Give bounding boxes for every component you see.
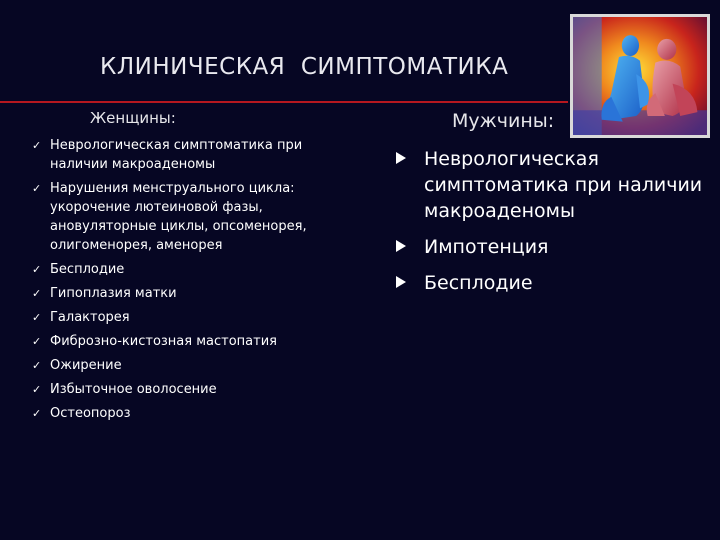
- checkmark-icon: ✓: [32, 182, 42, 195]
- checkmark-icon: ✓: [32, 407, 42, 420]
- list-item: Неврологическая симптоматика при наличии макроаденомы: [396, 146, 706, 224]
- list-item: ✓ Ожирение: [32, 358, 122, 373]
- slide-title: КЛИНИЧЕСКАЯ СИМПТОМАТИКА: [100, 54, 509, 80]
- list-item: Импотенция: [396, 234, 706, 260]
- checkmark-icon: ✓: [32, 335, 42, 348]
- men-heading: Мужчины:: [452, 110, 555, 132]
- title-divider: [0, 101, 568, 103]
- list-item: ✓ Галакторея: [32, 310, 130, 325]
- checkmark-icon: ✓: [32, 287, 42, 300]
- checkmark-icon: ✓: [32, 311, 42, 324]
- list-item: ✓ Гипоплазия матки: [32, 286, 177, 301]
- list-item: ✓ Неврологическая симптоматика при наличии макроаденомы: [32, 138, 303, 172]
- checkmark-icon: ✓: [32, 359, 42, 372]
- list-item: ✓ Нарушения менструального цикла: укорочение лютеиновой фазы, ановуляторные циклы, опсоменорея, олигоменорея, аменорея: [32, 181, 307, 253]
- arrow-bullet-icon: [396, 276, 406, 288]
- painting-two-figures-icon: [570, 14, 710, 138]
- women-symptom-list: [30, 136, 350, 428]
- list-item: ✓ Фиброзно-кистозная мастопатия: [32, 334, 277, 349]
- list-item: ✓ Остеопороз: [32, 406, 131, 421]
- checkmark-icon: ✓: [32, 139, 42, 152]
- list-item: ✓ Бесплодие: [32, 262, 125, 277]
- women-heading: Женщины:: [90, 109, 176, 127]
- checkmark-icon: ✓: [32, 263, 42, 276]
- arrow-bullet-icon: [396, 152, 406, 164]
- list-item: ✓ Избыточное оволосение: [32, 382, 217, 397]
- list-item: Бесплодие: [396, 270, 706, 296]
- checkmark-icon: ✓: [32, 383, 42, 396]
- arrow-bullet-icon: [396, 240, 406, 252]
- men-symptom-list: [396, 146, 706, 306]
